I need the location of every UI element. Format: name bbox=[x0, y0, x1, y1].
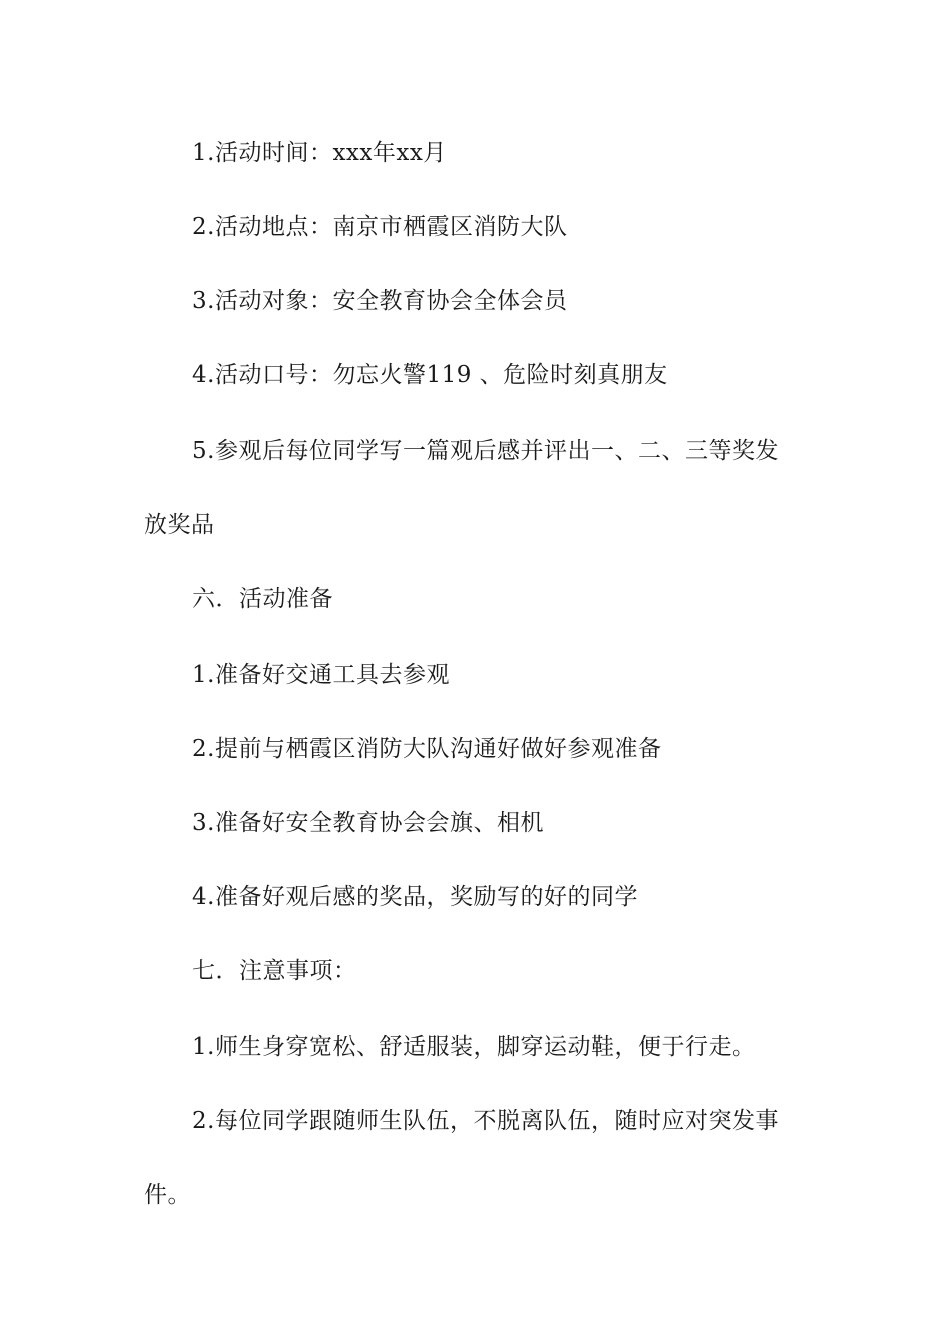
essay-award-line: 5.参观后每位同学写一篇观后感并评出一、二、三等奖发 bbox=[192, 438, 779, 464]
prep-prizes-line: 4.准备好观后感的奖品，奖励写的好的同学 bbox=[192, 884, 638, 910]
note-follow-team-line: 2.每位同学跟随师生队伍，不脱离队伍，随时应对突发事 bbox=[192, 1108, 779, 1134]
essay-award-line-continued: 放奖品 bbox=[144, 512, 215, 538]
prep-flag-camera-line: 3.准备好安全教育协会会旗、相机 bbox=[192, 810, 544, 836]
activity-time-line: 1.活动时间：xxx年xx月 bbox=[192, 140, 447, 166]
activity-target-line: 3.活动对象：安全教育协会全体会员 bbox=[192, 288, 568, 314]
section-heading-notes: 七．注意事项： bbox=[192, 958, 357, 984]
note-clothing-line: 1.师生身穿宽松、舒适服装，脚穿运动鞋，便于行走。 bbox=[192, 1034, 756, 1060]
note-follow-team-line-continued: 件。 bbox=[144, 1182, 191, 1208]
prep-contact-line: 2.提前与栖霞区消防大队沟通好做好参观准备 bbox=[192, 736, 662, 762]
activity-slogan-line: 4.活动口号：勿忘火警119 、危险时刻真朋友 bbox=[192, 362, 668, 388]
prep-transport-line: 1.准备好交通工具去参观 bbox=[192, 662, 450, 688]
section-heading-preparation: 六．活动准备 bbox=[192, 586, 333, 612]
activity-location-line: 2.活动地点：南京市栖霞区消防大队 bbox=[192, 214, 568, 240]
